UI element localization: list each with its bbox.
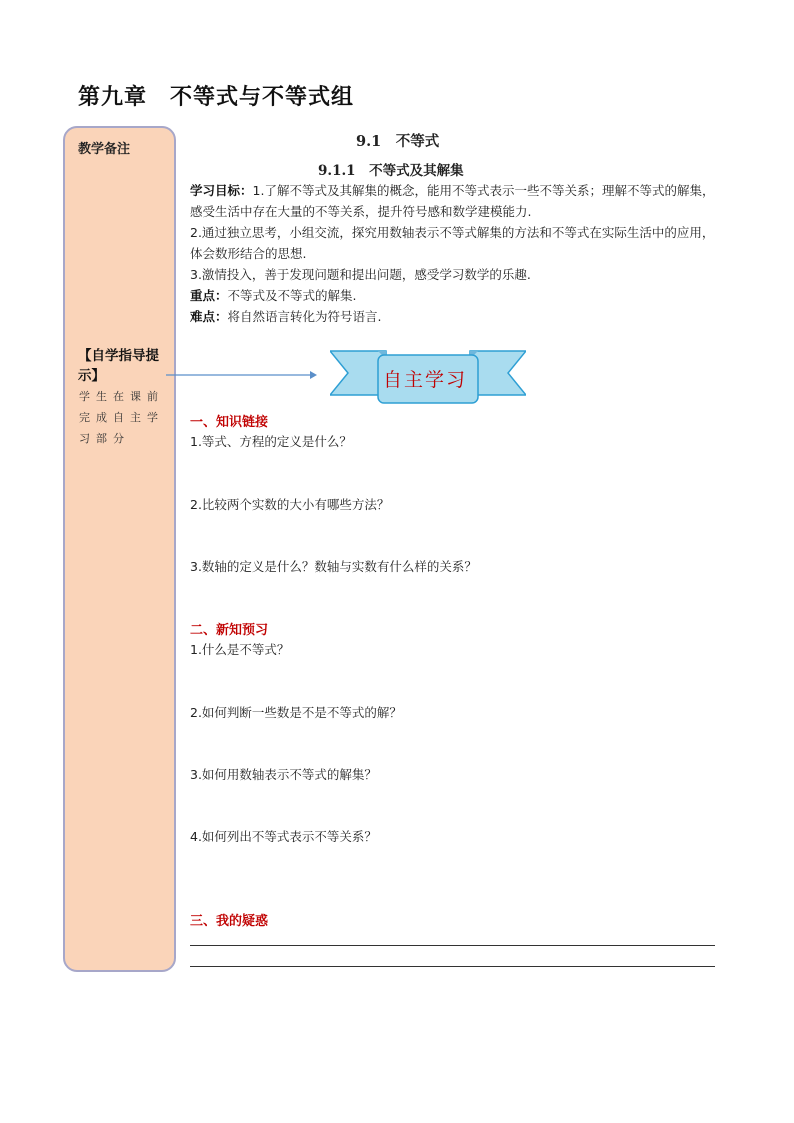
sidebar-title: 教学备注 <box>78 142 131 157</box>
question-2-3: 3.如何用数轴表示不等式的解集？ <box>190 767 377 782</box>
objective-1: 学习目标：1.了解不等式及其解集的概念，能用不等式表示一些不等关系；理解不等式的解集，感受生活中存在大量的不等关系，提升符号感和数学建模能力. <box>190 183 715 219</box>
key-point: 重点：不等式及不等式的解集. <box>190 288 357 303</box>
my-questions-heading: 三、我的疑惑 <box>190 914 269 929</box>
chapter-title: 第九章 不等式与不等式组 <box>78 84 355 110</box>
difficult-point: 难点：将自然语言转化为符号语言. <box>190 309 382 324</box>
question-1-2: 2.比较两个实数的大小有哪些方法？ <box>190 497 390 512</box>
question-2-4: 4.如何列出不等式表示不等关系？ <box>190 829 377 844</box>
section-title: 9.1 不等式 <box>356 133 440 150</box>
answer-line-1[interactable] <box>190 945 715 946</box>
preview-heading: 二、新知预习 <box>190 623 269 638</box>
objective-3: 3.激情投入，善于发现问题和提出问题，感受学习数学的乐趣. <box>190 267 531 282</box>
objective-2: 2.通过独立思考，小组交流，探究用数轴表示不等式解集的方法和不等式在实际生活中的应用，体会数形结合的思想. <box>190 225 715 261</box>
self-study-banner-text: 自主学习 <box>382 368 467 391</box>
question-2-2: 2.如何判断一些数是不是不等式的解？ <box>190 705 402 720</box>
arrow-icon <box>166 368 318 382</box>
objectives-label: 学习目标： <box>190 183 253 198</box>
self-study-hint-text: 学生在课前完成自主学习部分 <box>79 390 164 445</box>
teaching-notes-sidebar <box>63 126 176 972</box>
subsection-title: 9.1.1 不等式及其解集 <box>318 163 464 179</box>
question-1-3: 3.数轴的定义是什么？数轴与实数有什么样的关系？ <box>190 559 477 574</box>
learning-objectives <box>190 180 720 327</box>
question-1-1: 1.等式、方程的定义是什么？ <box>190 434 352 449</box>
knowledge-link-heading: 一、知识链接 <box>190 415 269 430</box>
answer-line-2[interactable] <box>190 966 715 967</box>
question-2-1: 1.什么是不等式？ <box>190 642 290 657</box>
self-study-hint-heading: 【自学指导提示】 <box>78 348 159 384</box>
